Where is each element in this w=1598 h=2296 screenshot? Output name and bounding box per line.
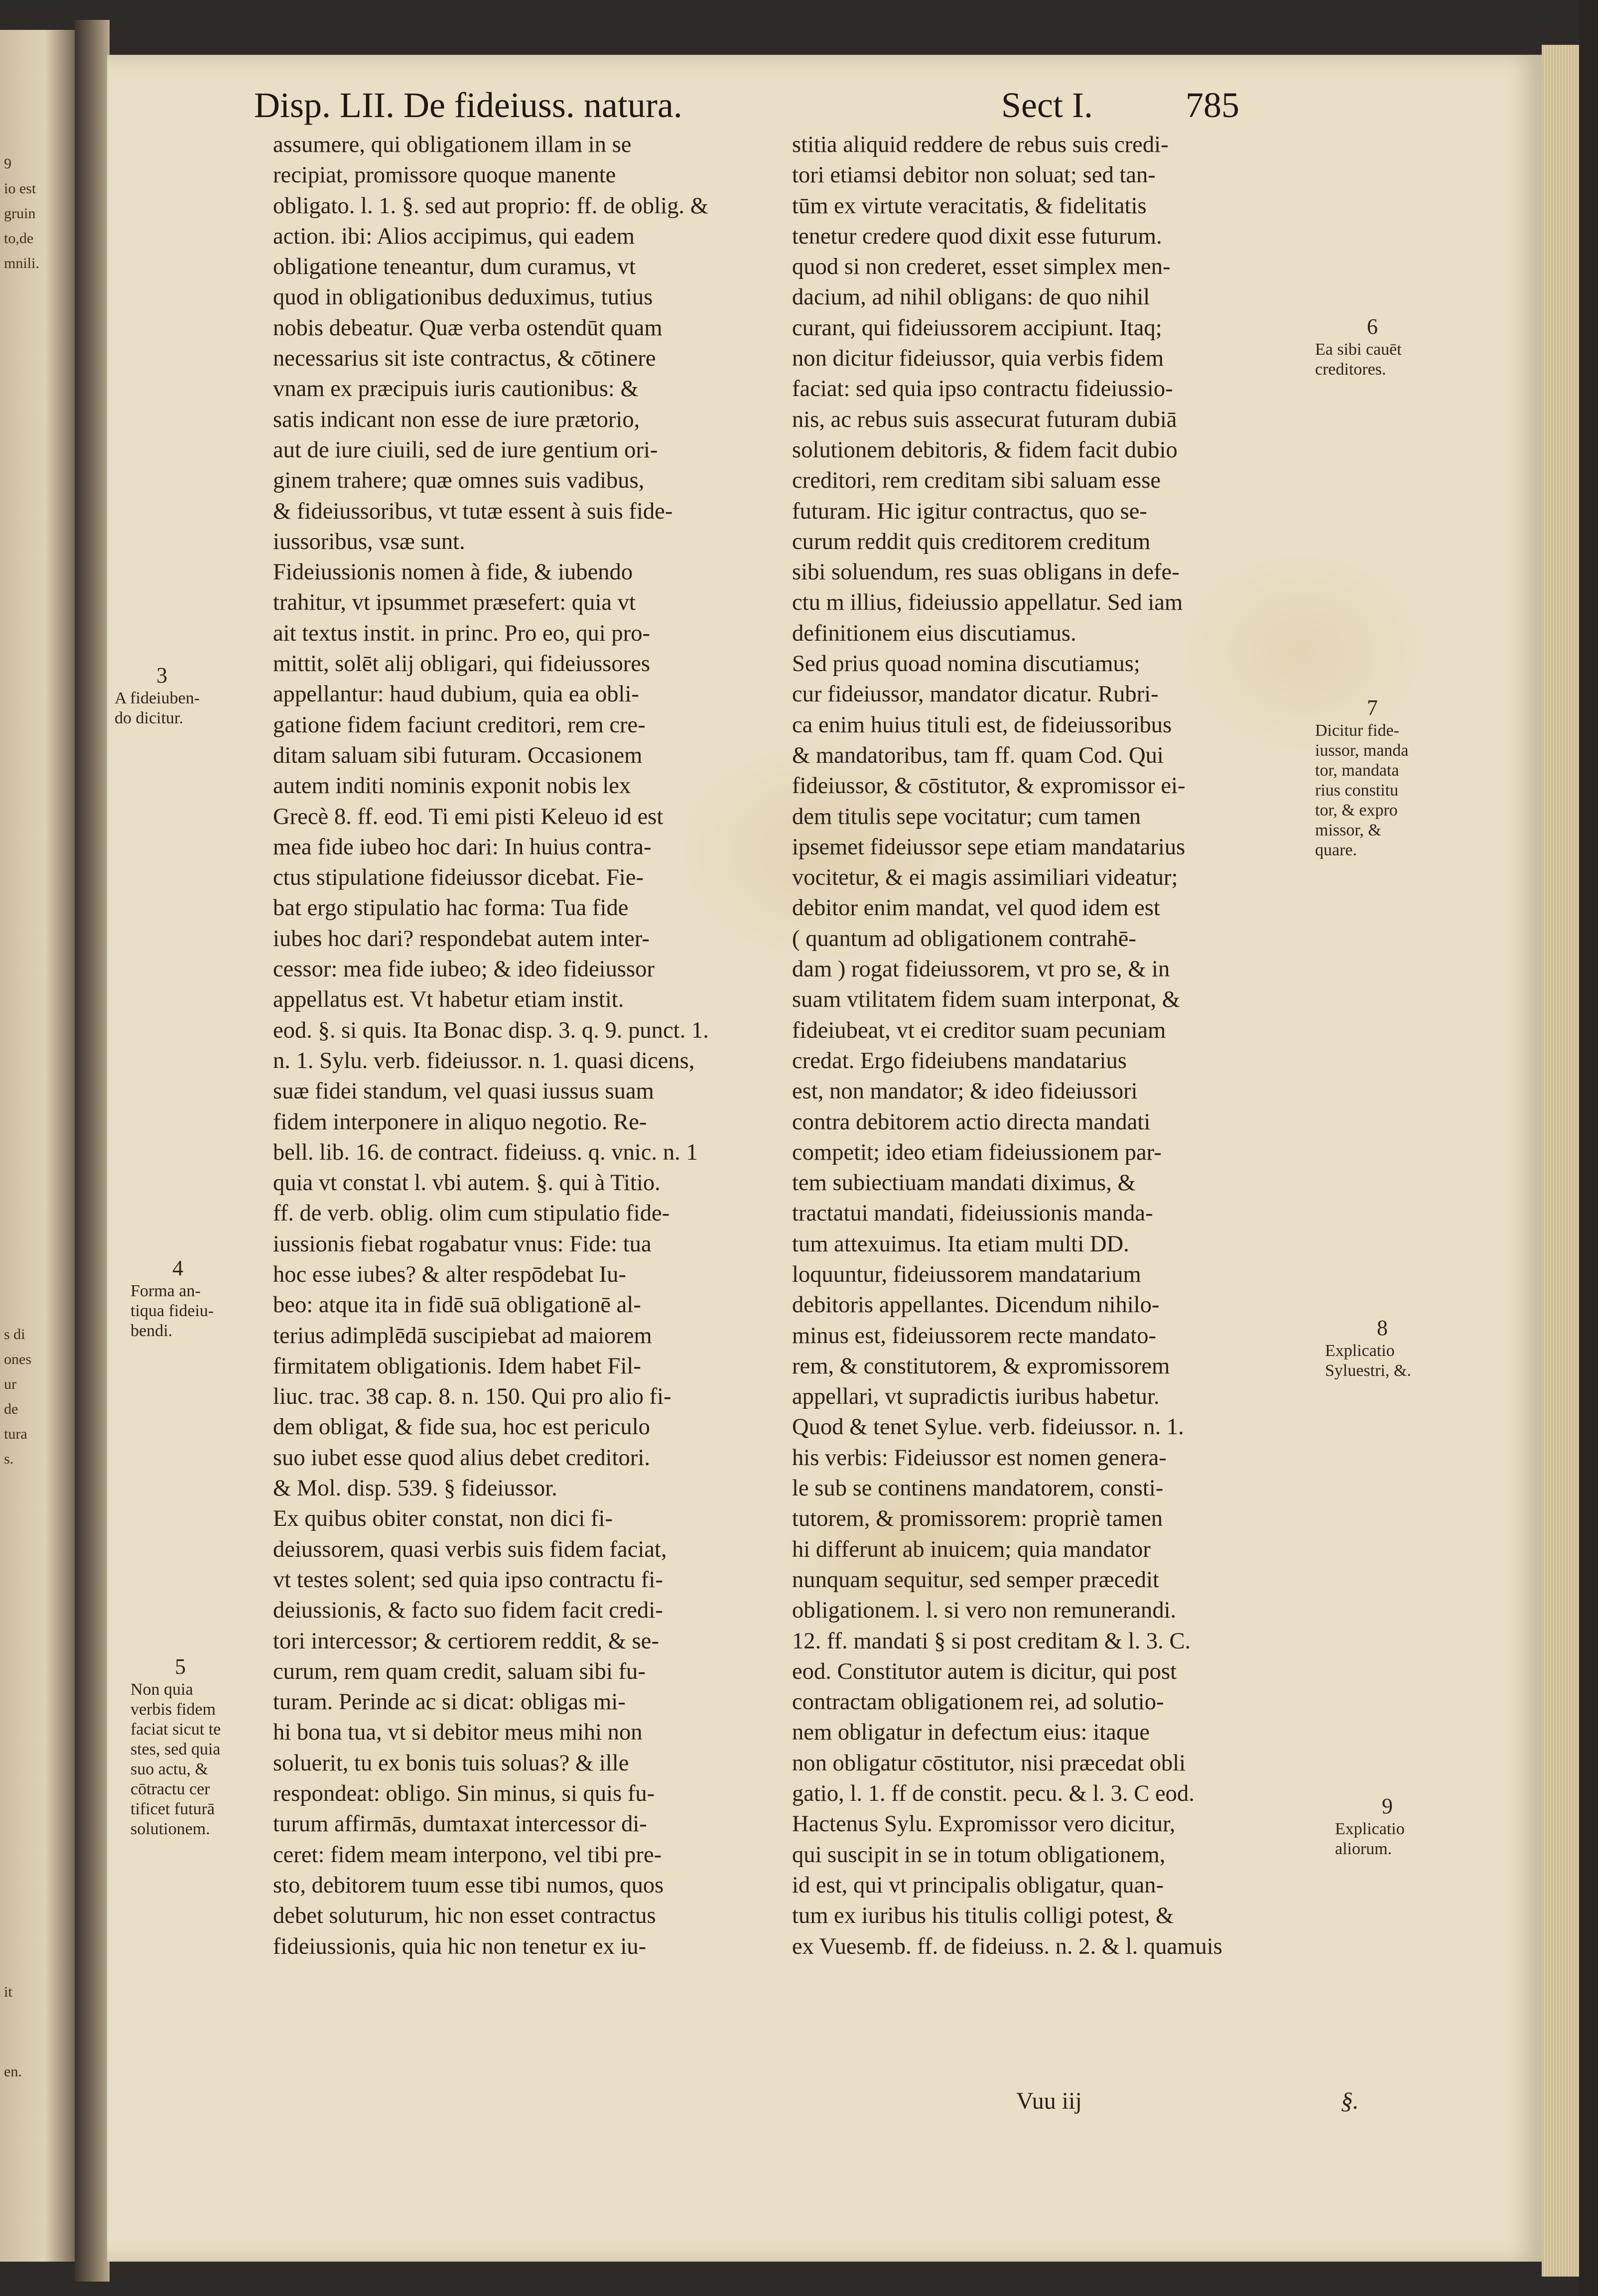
text-line: turum affirmās, dumtaxat intercessor di- [273, 1811, 647, 1837]
text-line: ipsemet fideiussor sepe etiam mandatarius [792, 833, 1186, 860]
text-line: Sed prius quoad nomina discutiamus; [792, 651, 1140, 677]
marginal-note-number: 9 [1382, 1794, 1393, 1818]
marginal-note-line: suo actu, & [131, 1760, 208, 1778]
marginal-note-line: Explicatio [1325, 1342, 1395, 1360]
marginal-note-line: tificet futurā [131, 1800, 215, 1818]
marginal-note-line: rius constitu [1315, 781, 1399, 800]
marginal-note-number: 4 [172, 1256, 183, 1280]
text-line: debet soluturum, hic non esset contractus [273, 1902, 656, 1929]
text-line: ctu m illius, fideiussio appellatur. Sed iam [792, 589, 1183, 616]
text-line: curum reddit quis creditorem creditum [792, 528, 1151, 554]
text-line: gatio, l. 1. ff de constit. pecu. & l. 3. C eod. [792, 1780, 1195, 1807]
facing-page-fragment: en. [4, 2063, 22, 2080]
marginal-note-line: tiqua fideiu- [131, 1302, 214, 1320]
text-column-left [273, 130, 801, 1962]
text-line: Hactenus Sylu. Expromissor vero dicitur, [792, 1811, 1176, 1837]
text-line: & fideiussoribus, vt tutæ essent à suis fide- [273, 498, 673, 524]
text-line: suam vtilitatem fidem suam interponat, & [792, 986, 1180, 1013]
marginal-note-line: Syluestri, &. [1325, 1361, 1411, 1380]
marginal-note-line: bendi. [131, 1322, 173, 1340]
marginal-note-line: A fideiuben- [115, 689, 200, 707]
text-line: debitor enim mandat, vel quod idem est [792, 895, 1160, 921]
scan-border-right [1579, 0, 1598, 2296]
text-line: credat. Ergo fideiubens mandatarius [792, 1047, 1127, 1074]
marginal-note-line: Forma an- [131, 1282, 201, 1300]
marginal-note-4 [131, 1255, 225, 1341]
text-line: iubes hoc dari? respondebat autem inter- [273, 925, 650, 951]
text-line: ff. de verb. oblig. olim cum stipulatio fide- [273, 1200, 670, 1226]
text-line: nobis debeatur. Quæ verba ostendūt quam [273, 314, 663, 341]
marginal-note-line: Ea sibi cauēt [1315, 340, 1402, 359]
text-line: appellari, vt supradictis iuribus habetur. [792, 1383, 1160, 1410]
text-line: suæ fidei standum, vel quasi iussus suam [273, 1078, 654, 1104]
text-line: iussoribus, vsæ sunt. [273, 528, 465, 554]
marginal-note-number: 6 [1367, 314, 1378, 339]
text-line: trahitur, vt ipsummet præsefert: quia vt [273, 589, 636, 616]
facing-page-fragment: gruin [4, 205, 36, 222]
text-line: ( quantum ad obligationem contrahē- [792, 925, 1136, 951]
text-line: bat ergo stipulatio hac forma: Tua fide [273, 895, 629, 921]
text-line: tum ex iuribus his titulis colligi potest, & [792, 1902, 1174, 1929]
marginal-note-line: Explicatio [1335, 1820, 1405, 1838]
text-line: mea fide iubeo hoc dari: In huius contra- [273, 833, 652, 860]
text-line: & mandatoribus, tam ff. quam Cod. Qui [792, 742, 1164, 768]
text-line: contra debitorem actio directa mandati [792, 1108, 1151, 1135]
text-line: hi bona tua, vt si debitor meus mihi non [273, 1719, 643, 1746]
text-line: ex Vuesemb. ff. de fideiuss. n. 2. & l. quamuis [792, 1933, 1222, 1959]
marginal-note-3 [115, 663, 209, 728]
text-line: quia vt constat l. vbi autem. §. qui à Titio. [273, 1170, 661, 1196]
text-line: sto, debitorem tuum esse tibi numos, quos [273, 1872, 664, 1898]
facing-page-fragment: tura [4, 1426, 27, 1442]
text-line: n. 1. Sylu. verb. fideiussor. n. 1. quasi dicens, [273, 1047, 695, 1074]
catchword: §. [1340, 2088, 1359, 2114]
text-line: quod si non crederet, esset simplex men- [792, 254, 1171, 280]
text-line: 12. ff. mandati § si post creditam & l. 3. C. [792, 1627, 1191, 1654]
marginal-note-9 [1335, 1793, 1440, 1859]
text-line: mittit, solēt alij obligari, qui fideiussores [273, 651, 651, 677]
text-line: Quod & tenet Sylue. verb. fideiussor. n. 1. [792, 1414, 1184, 1440]
text-line: ctus stipulatione fideiussor dicebat. Fie- [273, 864, 644, 891]
text-line: tūm ex virtute veracitatis, & fidelitatis [792, 192, 1147, 219]
text-line: dacium, ad nihil obligans: de quo nihil [792, 284, 1150, 310]
text-line: obligationem. l. si vero non remunerandi. [792, 1597, 1177, 1623]
text-line: autem inditi nominis exponit nobis lex [273, 773, 631, 799]
text-line: Fideiussionis nomen à fide, & iubendo [273, 559, 633, 585]
marginal-note-line: Dicitur fide- [1315, 721, 1399, 740]
text-line: necessarius sit iste contractus, & cōtinere [273, 345, 656, 372]
text-line: obligatione teneantur, dum curamus, vt [273, 254, 636, 280]
facing-page-fragment: it [4, 1984, 12, 2000]
text-line: quod in obligationibus deduximus, tutius [273, 284, 653, 310]
text-line: curant, qui fideiussorem accipiunt. Itaq; [792, 314, 1162, 341]
text-line: ditam saluam sibi futuram. Occasionem [273, 742, 643, 768]
page-edges [1542, 45, 1579, 2277]
marginal-note-line: verbis fidem [131, 1700, 216, 1719]
marginal-note-line: cōtractu cer [131, 1780, 210, 1798]
marginal-note-line: aliorum. [1335, 1840, 1392, 1858]
page-number: 785 [1186, 85, 1239, 125]
facing-page-fragment: io est [4, 180, 36, 197]
text-line: gatione fidem faciunt creditori, rem cre- [273, 711, 646, 738]
text-line: hi differunt ab inuicem; quia mandator [792, 1536, 1151, 1562]
text-line: respondeat: obligo. Sin minus, si quis fu- [273, 1780, 655, 1807]
text-line: turam. Perinde ac si dicat: obligas mi- [273, 1689, 626, 1715]
text-line: beo: atque ita in fidē suā obligationē al- [273, 1292, 641, 1318]
text-line: assumere, qui obligationem illam in se [273, 132, 632, 157]
text-line: fideiussor, & cōstitutor, & expromissor ei- [792, 773, 1186, 799]
facing-page-fragment: ur [4, 1376, 16, 1392]
text-line: suo iubet esse quod alius debet creditori. [273, 1444, 650, 1471]
page-footer [1016, 2087, 1359, 2115]
text-line: vnam ex præcipuis iuris cautionibus: & [273, 376, 639, 402]
facing-page-fragment: s. [4, 1451, 14, 1467]
text-line: tractatui mandati, fideiussionis manda- [792, 1200, 1153, 1226]
text-line: est, non mandator; & ideo fideiussori [792, 1078, 1138, 1104]
facing-page-fragment: to,de [4, 230, 34, 247]
text-line: vt testes solent; sed quia ipso contractu fi- [273, 1566, 663, 1593]
text-line: definitionem eius discutiamus. [792, 620, 1076, 646]
text-line: appellantur: haud dubium, quia ea obli- [273, 681, 639, 707]
marginal-note-line: missor, & [1315, 821, 1381, 839]
text-line: deiussionis, & facto suo fidem facit credi- [273, 1597, 663, 1623]
text-line: qui suscipit in se in totum obligationem, [792, 1841, 1166, 1868]
marginal-note-line: do dicitur. [115, 709, 183, 727]
text-line: fidem interponere in aliquo negotio. Re- [273, 1108, 647, 1135]
marginal-note-number: 7 [1367, 695, 1378, 720]
text-line: ceret: fidem meam interpono, vel tibi pre- [273, 1841, 662, 1868]
text-line: tum attexuimus. Ita etiam multi DD. [792, 1230, 1129, 1257]
text-line: & Mol. disp. 539. § fideiussor. [273, 1475, 557, 1501]
text-line: solutionem debitoris, & fidem facit dubio [792, 436, 1178, 463]
marginal-note-8 [1325, 1315, 1440, 1381]
text-line: obligato. l. 1. §. sed aut proprio: ff. de oblig. & [273, 192, 708, 219]
text-line: le sub se continens mandatorem, consti- [792, 1475, 1164, 1501]
marginal-note-line: solutionem. [131, 1820, 210, 1838]
text-line: ginem trahere; quæ omnes suis vadibus, [273, 467, 645, 494]
text-line: Ex quibus obiter constat, non dici fi- [273, 1505, 613, 1532]
text-line: tutorem, & promissorem: propriè tamen [792, 1505, 1163, 1532]
text-line: id est, qui vt principalis obligatur, quan- [792, 1872, 1164, 1898]
text-line: aut de iure ciuili, sed de iure gentium ori- [273, 436, 658, 463]
text-line: fideiussionis, quia hic non tenetur ex iu- [273, 1933, 647, 1959]
facing-page-fragment: mnili. [4, 255, 39, 271]
facing-page-fragment: ones [4, 1351, 31, 1367]
text-line: creditori, rem creditam sibi saluam esse [792, 467, 1161, 494]
text-column-right [792, 130, 1320, 1962]
text-line: dem titulis sepe vocitatur; cum tamen [792, 803, 1141, 829]
facing-page-fragment: 9 [4, 155, 11, 172]
text-line: futuram. Hic igitur contractus, quo se- [792, 498, 1147, 524]
marginal-note-6 [1315, 314, 1430, 380]
text-line: eod. Constitutor autem is dicitur, qui post [792, 1658, 1177, 1684]
text-line: nunquam sequitur, sed semper præcedit [792, 1566, 1159, 1593]
text-line: deiussorem, quasi verbis suis fidem faciat, [273, 1536, 667, 1562]
text-line: firmitatem obligationis. Idem habet Fil- [273, 1352, 641, 1379]
text-line: bell. lib. 16. de contract. fideiuss. q. vnic. n. 1 [273, 1139, 698, 1165]
facing-page-fragment: de [4, 1401, 18, 1417]
text-line: cur fideiussor, mandator dicatur. Rubri- [792, 681, 1159, 707]
marginal-note-line: iussor, manda [1315, 741, 1409, 760]
text-line: tenetur credere quod dixit esse futurum. [792, 223, 1162, 249]
text-line: Grecè 8. ff. eod. Ti emi pisti Keleuo id est [273, 803, 664, 829]
text-line: non dicitur fideiussor, quia verbis fidem [792, 345, 1164, 372]
text-line: tori etiamsi debitor non soluat; sed tan- [792, 162, 1156, 188]
marginal-note-5 [131, 1654, 230, 1839]
text-line: tori intercessor; & certiorem reddit, & se- [273, 1627, 660, 1654]
text-line: dam ) rogat fideiussorem, vt pro se, & in [792, 956, 1170, 982]
marginal-note-number: 5 [175, 1654, 186, 1679]
text-line: curum, rem quam credit, saluam sibi fu- [273, 1658, 646, 1684]
text-line: contractam obligationem rei, ad solutio- [792, 1689, 1164, 1715]
text-line: competit; ideo etiam fideiussionem par- [792, 1139, 1162, 1165]
text-line: hoc esse iubes? & alter respōdebat Iu- [273, 1261, 626, 1287]
book-gutter [75, 20, 110, 2282]
text-line: his verbis: Fideiussor est nomen genera- [792, 1444, 1167, 1471]
text-line: fideiubeat, vt ei creditor suam pecuniam [792, 1017, 1166, 1043]
text-line: dem obligat, & fide sua, hoc est periculo [273, 1414, 650, 1440]
text-line: liuc. trac. 38 cap. 8. n. 150. Qui pro alio fi- [273, 1383, 671, 1410]
text-line: cessor: mea fide iubeo; & ideo fideiussor [273, 956, 655, 982]
marginal-note-line: tor, mandata [1315, 761, 1399, 780]
text-line: ait textus instit. in princ. Pro eo, qui pro- [273, 620, 651, 646]
text-line: tem subiectiuam mandati diximus, & [792, 1170, 1136, 1196]
text-line: vocitetur, & ei magis assimiliari videatur; [792, 864, 1178, 891]
text-line: faciat: sed quia ipso contractu fideiussio- [792, 376, 1173, 402]
text-line: soluerit, tu ex bonis tuis soluas? & ille [273, 1750, 629, 1776]
marginal-note-line: Non quia [131, 1680, 193, 1699]
marginal-note-line: tor, & expro [1315, 801, 1398, 819]
running-header-title: Disp. LII. De fideiuss. natura. [254, 85, 682, 125]
text-line: recipiat, promissore quoque manente [273, 162, 616, 188]
marginal-note-number: 3 [156, 663, 167, 687]
marginal-note-line: creditores. [1315, 360, 1386, 379]
facing-page-left [0, 30, 75, 2262]
marginal-note-line: quare. [1315, 841, 1357, 859]
running-header-section: Sect I. [1001, 85, 1093, 125]
text-line: stitia aliquid reddere de rebus suis credi- [792, 132, 1169, 157]
text-line: loquuntur, fideiussorem mandatarium [792, 1261, 1141, 1287]
text-line: eod. §. si quis. Ita Bonac disp. 3. q. 9. punct. 1. [273, 1017, 709, 1043]
text-line: non obligatur cōstitutor, nisi præcedat obli [792, 1750, 1186, 1776]
text-line: debitoris appellantes. Dicendum nihilo- [792, 1292, 1160, 1318]
text-line: ca enim huius tituli est, de fideiussoribus [792, 711, 1172, 738]
text-line: rem, & constitutorem, & expromissorem [792, 1352, 1170, 1379]
marginal-note-line: faciat sicut te [131, 1720, 221, 1739]
text-line: satis indicant non esse de iure prætorio, [273, 406, 640, 432]
text-line: iussionis fiebat rogabatur vnus: Fide: tua [273, 1230, 652, 1257]
signature-mark: Vuu iij [1016, 2088, 1082, 2114]
marginal-note-line: stes, sed quia [131, 1740, 221, 1758]
text-line: appellatus est. Vt habetur etiam instit. [273, 986, 624, 1013]
text-line: minus est, fideiussorem recte mandato- [792, 1322, 1157, 1349]
text-line: nem obligatur in defectum eius: itaque [792, 1719, 1150, 1746]
text-line: sibi soluendum, res suas obligans in defe- [792, 559, 1180, 585]
text-line: terius adimplēdā suscipiebat ad maiorem [273, 1322, 652, 1349]
text-line: action. ibi: Alios accipimus, qui eadem [273, 223, 635, 249]
facing-page-fragment: s di [4, 1326, 25, 1343]
text-line: nis, ac rebus suis assecurat futuram dubiā [792, 406, 1177, 432]
marginal-note-number: 8 [1377, 1316, 1388, 1340]
marginal-note-7 [1315, 695, 1430, 860]
